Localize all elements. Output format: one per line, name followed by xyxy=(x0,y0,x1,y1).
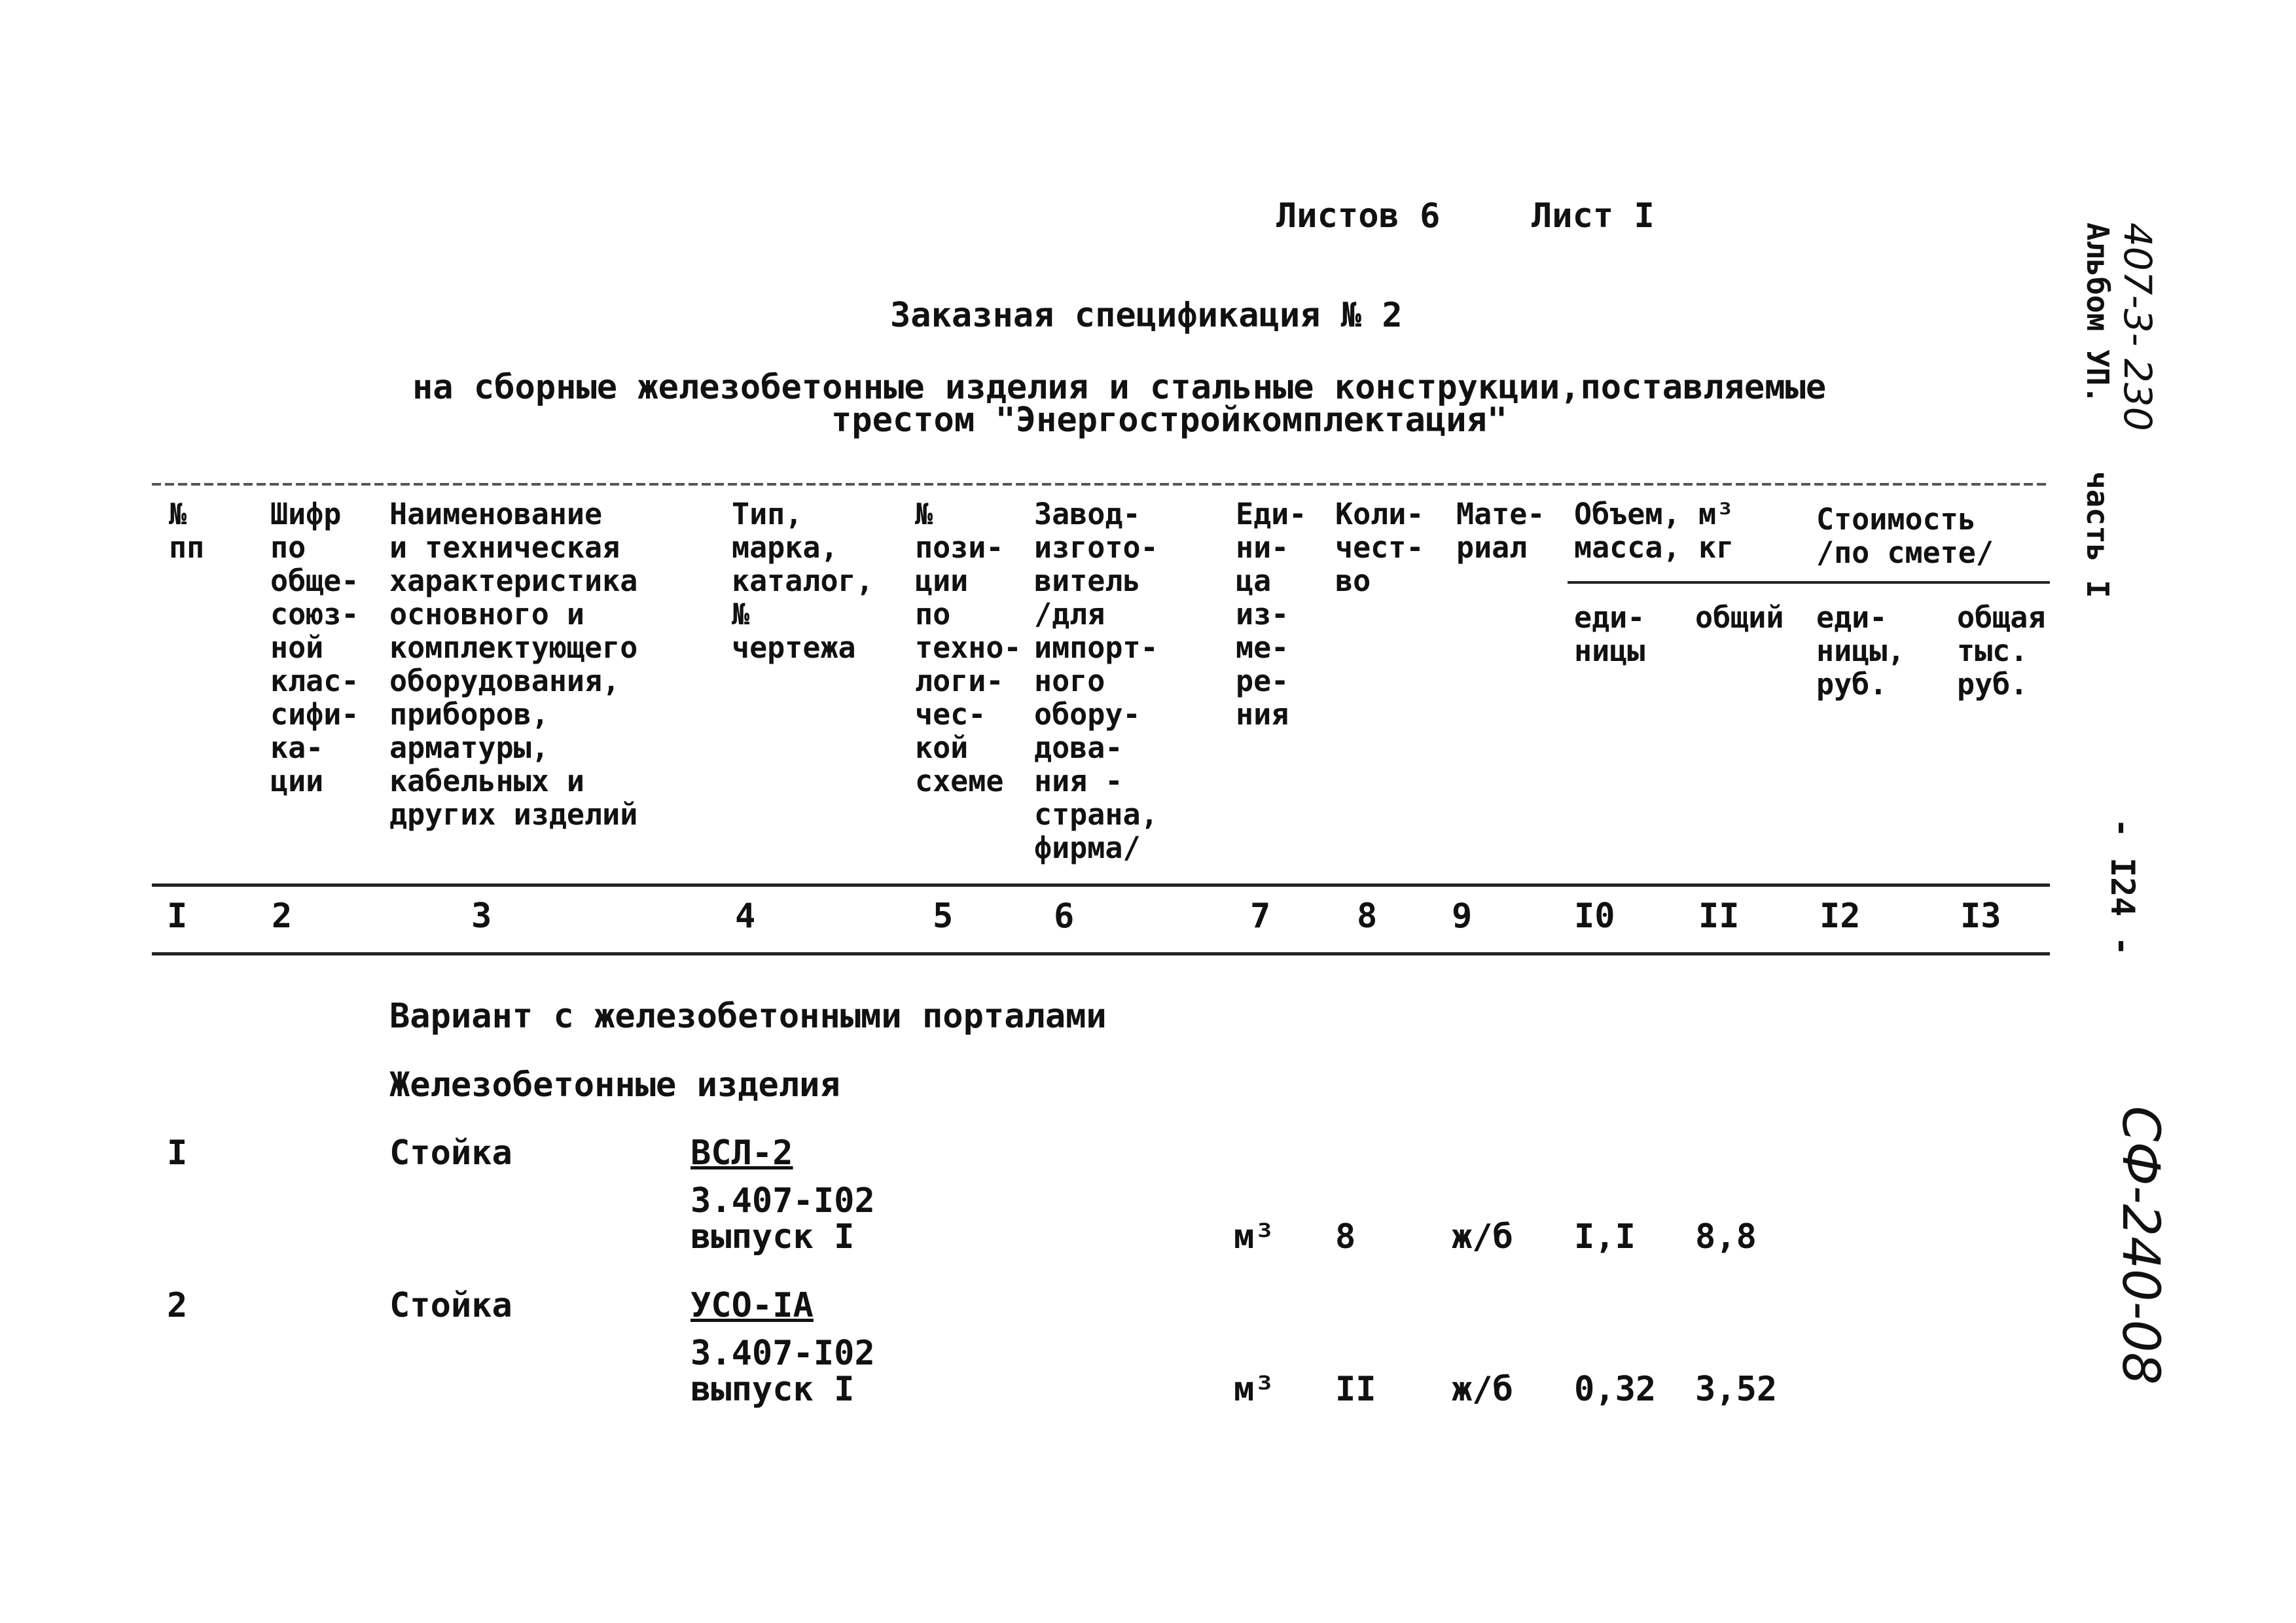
colnum-2: 2 xyxy=(272,897,293,936)
row-unit: м³ xyxy=(1234,1370,1275,1409)
document-subtitle: на сборные железобетонные изделия и стальные конструкции,поставляемые xyxy=(412,368,1827,407)
header-col-2: Шифр по обще- союз- ной клас- сифи- ка- ции xyxy=(270,497,359,798)
row-name: Стойка xyxy=(389,1286,512,1325)
margin-part: часть I xyxy=(2080,471,2115,598)
margin-series-code: СФ-240-08 xyxy=(2111,1106,2170,1385)
document-title: Заказная спецификация № 2 xyxy=(890,296,1403,335)
colnum-9: 9 xyxy=(1452,897,1473,936)
header-bottom-rule xyxy=(152,883,2050,887)
colnum-13: I3 xyxy=(1960,897,2001,936)
header-col-9: Мате- риал xyxy=(1456,497,1545,565)
header-col-6: Завод- изгото- витель /для импорт- ного обору- дова- ния - страна, фирма/ xyxy=(1034,497,1158,865)
row-volume-total: 8,8 xyxy=(1695,1217,1757,1257)
header-col-8: Коли- чест- во xyxy=(1335,497,1424,598)
row-number: I xyxy=(167,1133,188,1173)
header-col-7: Еди- ни- ца из- ме- ре- ния xyxy=(1236,497,1307,732)
header-group-cost: Стоимость /по смете/ xyxy=(1816,502,1994,570)
row-volume-total: 3,52 xyxy=(1695,1370,1778,1409)
subheader-rule xyxy=(1568,581,2050,584)
row-issue: выпуск I xyxy=(691,1217,855,1257)
subheader-cost-total: общая тыс. руб. xyxy=(1957,600,2046,702)
colnum-7: 7 xyxy=(1250,897,1271,936)
colnum-10: I0 xyxy=(1574,897,1615,936)
row-drawing: 3.407-I02 xyxy=(691,1181,875,1221)
subheader-vol-unit: еди- ницы xyxy=(1574,600,1645,668)
table-top-rule xyxy=(152,483,2050,486)
header-group-volume-units: м³ кг xyxy=(1698,497,1734,565)
colnum-12: I2 xyxy=(1820,897,1861,936)
margin-doc-code: 407-3- 230 xyxy=(2115,223,2160,431)
margin-page-number: - I24 - xyxy=(2104,818,2142,956)
row-quantity: 8 xyxy=(1335,1217,1356,1257)
header-col-5: № пози- ции по техно- логи- чес- кой схеме xyxy=(915,497,1022,798)
section-group: Железобетонные изделия xyxy=(389,1065,840,1105)
row-drawing: 3.407-I02 xyxy=(691,1334,875,1373)
row-volume-unit: I,I xyxy=(1574,1217,1636,1257)
colnum-4: 4 xyxy=(735,897,756,936)
row-unit: м³ xyxy=(1234,1217,1275,1257)
row-name: Стойка xyxy=(389,1133,512,1173)
row-quantity: II xyxy=(1335,1370,1376,1409)
colnum-11: II xyxy=(1698,897,1740,936)
row-material: ж/б xyxy=(1452,1217,1513,1257)
margin-album: Альбом УП. xyxy=(2080,223,2115,404)
row-volume-unit: 0,32 xyxy=(1574,1370,1657,1409)
sheets-total: Листов 6 xyxy=(1276,196,1441,236)
colnum-5: 5 xyxy=(933,897,954,936)
header-col-1: № пп xyxy=(169,497,205,565)
header-group-volume: Объем, масса, xyxy=(1574,497,1681,565)
header-col-4: Тип, марка, каталог, № чертежа xyxy=(732,497,874,665)
colnum-3: 3 xyxy=(471,897,492,936)
row-material: ж/б xyxy=(1452,1370,1513,1409)
row-mark: ВСЛ-2 xyxy=(691,1133,793,1173)
section-variant: Вариант с железобетонными порталами xyxy=(389,997,1107,1036)
document-subtitle-line2: трестом "Энергостройкомплектация" xyxy=(831,401,1508,440)
colnum-8: 8 xyxy=(1357,897,1378,936)
sheet-number: Лист I xyxy=(1532,196,1655,236)
row-mark: УСО-IА xyxy=(691,1286,814,1325)
column-numbers-rule xyxy=(152,952,2050,955)
row-issue: выпуск I xyxy=(691,1370,855,1409)
subheader-vol-total: общий xyxy=(1695,600,1784,635)
row-number: 2 xyxy=(167,1286,188,1325)
colnum-1: I xyxy=(167,897,188,936)
colnum-6: 6 xyxy=(1054,897,1075,936)
subheader-cost-unit: еди- ницы, руб. xyxy=(1816,600,1905,702)
header-col-3: Наименование и техническая характеристика основного и комплектующего оборудования, приборов, арматуры, кабельных и других изделий xyxy=(389,497,638,832)
